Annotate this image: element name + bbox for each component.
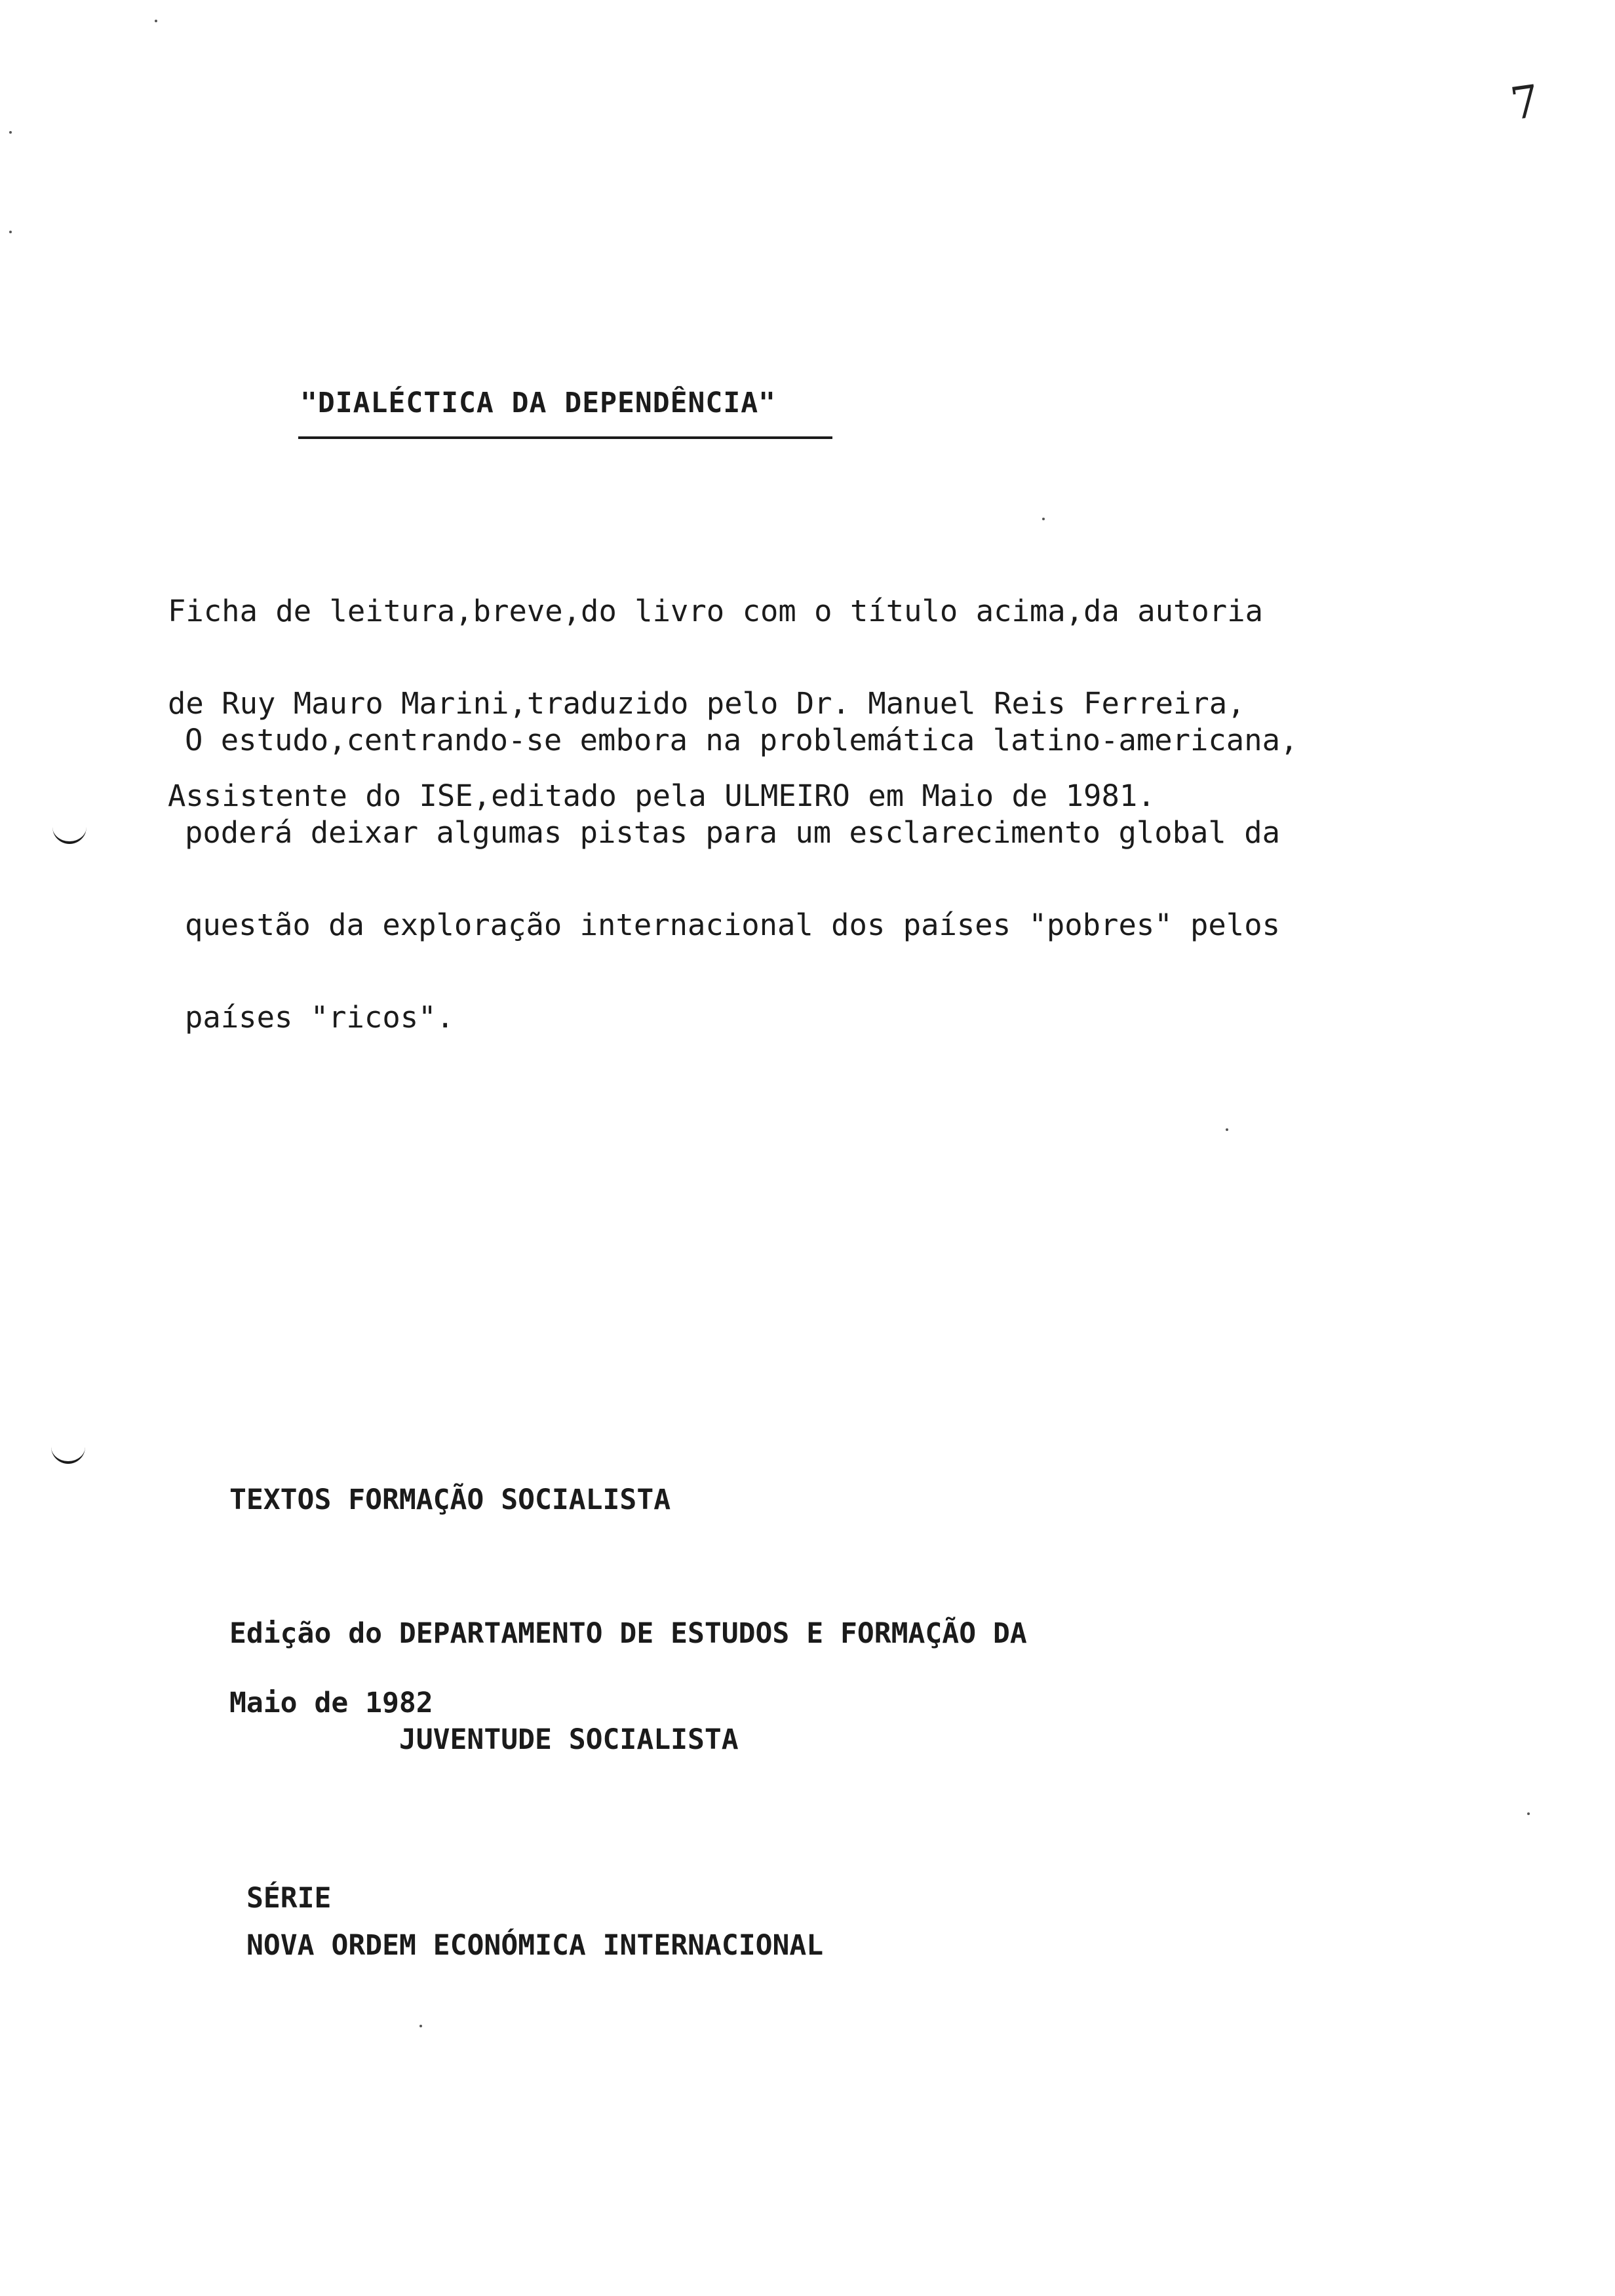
punch-hole-mark: [51, 1447, 85, 1464]
paragraph-line: de Ruy Mauro Marini,traduzido pelo Dr. Manuel Reis Ferreira,: [168, 686, 1245, 721]
serie-label: SÉRIE: [246, 1882, 332, 1915]
series-heading: TEXTOS FORMAÇÃO SOCIALISTA: [229, 1483, 671, 1516]
handwritten-page-number: 7: [1507, 75, 1543, 131]
paper-speck: [155, 20, 157, 22]
paragraph-line: O estudo,centrando-se embora na problemática latino-americana,: [185, 723, 1298, 757]
paper-speck: [1226, 1128, 1228, 1131]
paper-speck: [1527, 1812, 1530, 1815]
document-title: "DIALÉCTICA DA DEPENDÊNCIA": [300, 387, 776, 419]
paper-speck: [9, 131, 12, 134]
study-paragraph: [185, 663, 1298, 1094]
paper-speck: [419, 2025, 422, 2027]
title-underline: [298, 436, 832, 439]
serie-title: NOVA ORDEM ECONÓMICA INTERNACIONAL: [246, 1929, 824, 1962]
publication-date: Maio de 1982: [229, 1687, 433, 1719]
paper-speck: [9, 231, 12, 233]
paragraph-line: Assistente do ISE,editado pela ULMEIRO em Maio de 1981.: [168, 778, 1156, 813]
punch-hole-mark: [52, 827, 87, 844]
paragraph-line: Ficha de leitura,breve,do livro com o título acima,da autoria: [168, 594, 1263, 628]
paragraph-line: países "ricos".: [185, 1000, 454, 1035]
edition-line: Edição do DEPARTAMENTO DE ESTUDOS E FORMAÇÃO DA: [229, 1617, 1027, 1650]
paragraph-line: poderá deixar algumas pistas para um esclarecimento global da: [185, 815, 1280, 850]
edition-line: JUVENTUDE SOCIALISTA: [229, 1723, 739, 1756]
paper-speck: [1042, 518, 1045, 520]
paragraph-line: questão da exploração internacional dos países "pobres" pelos: [185, 908, 1280, 942]
